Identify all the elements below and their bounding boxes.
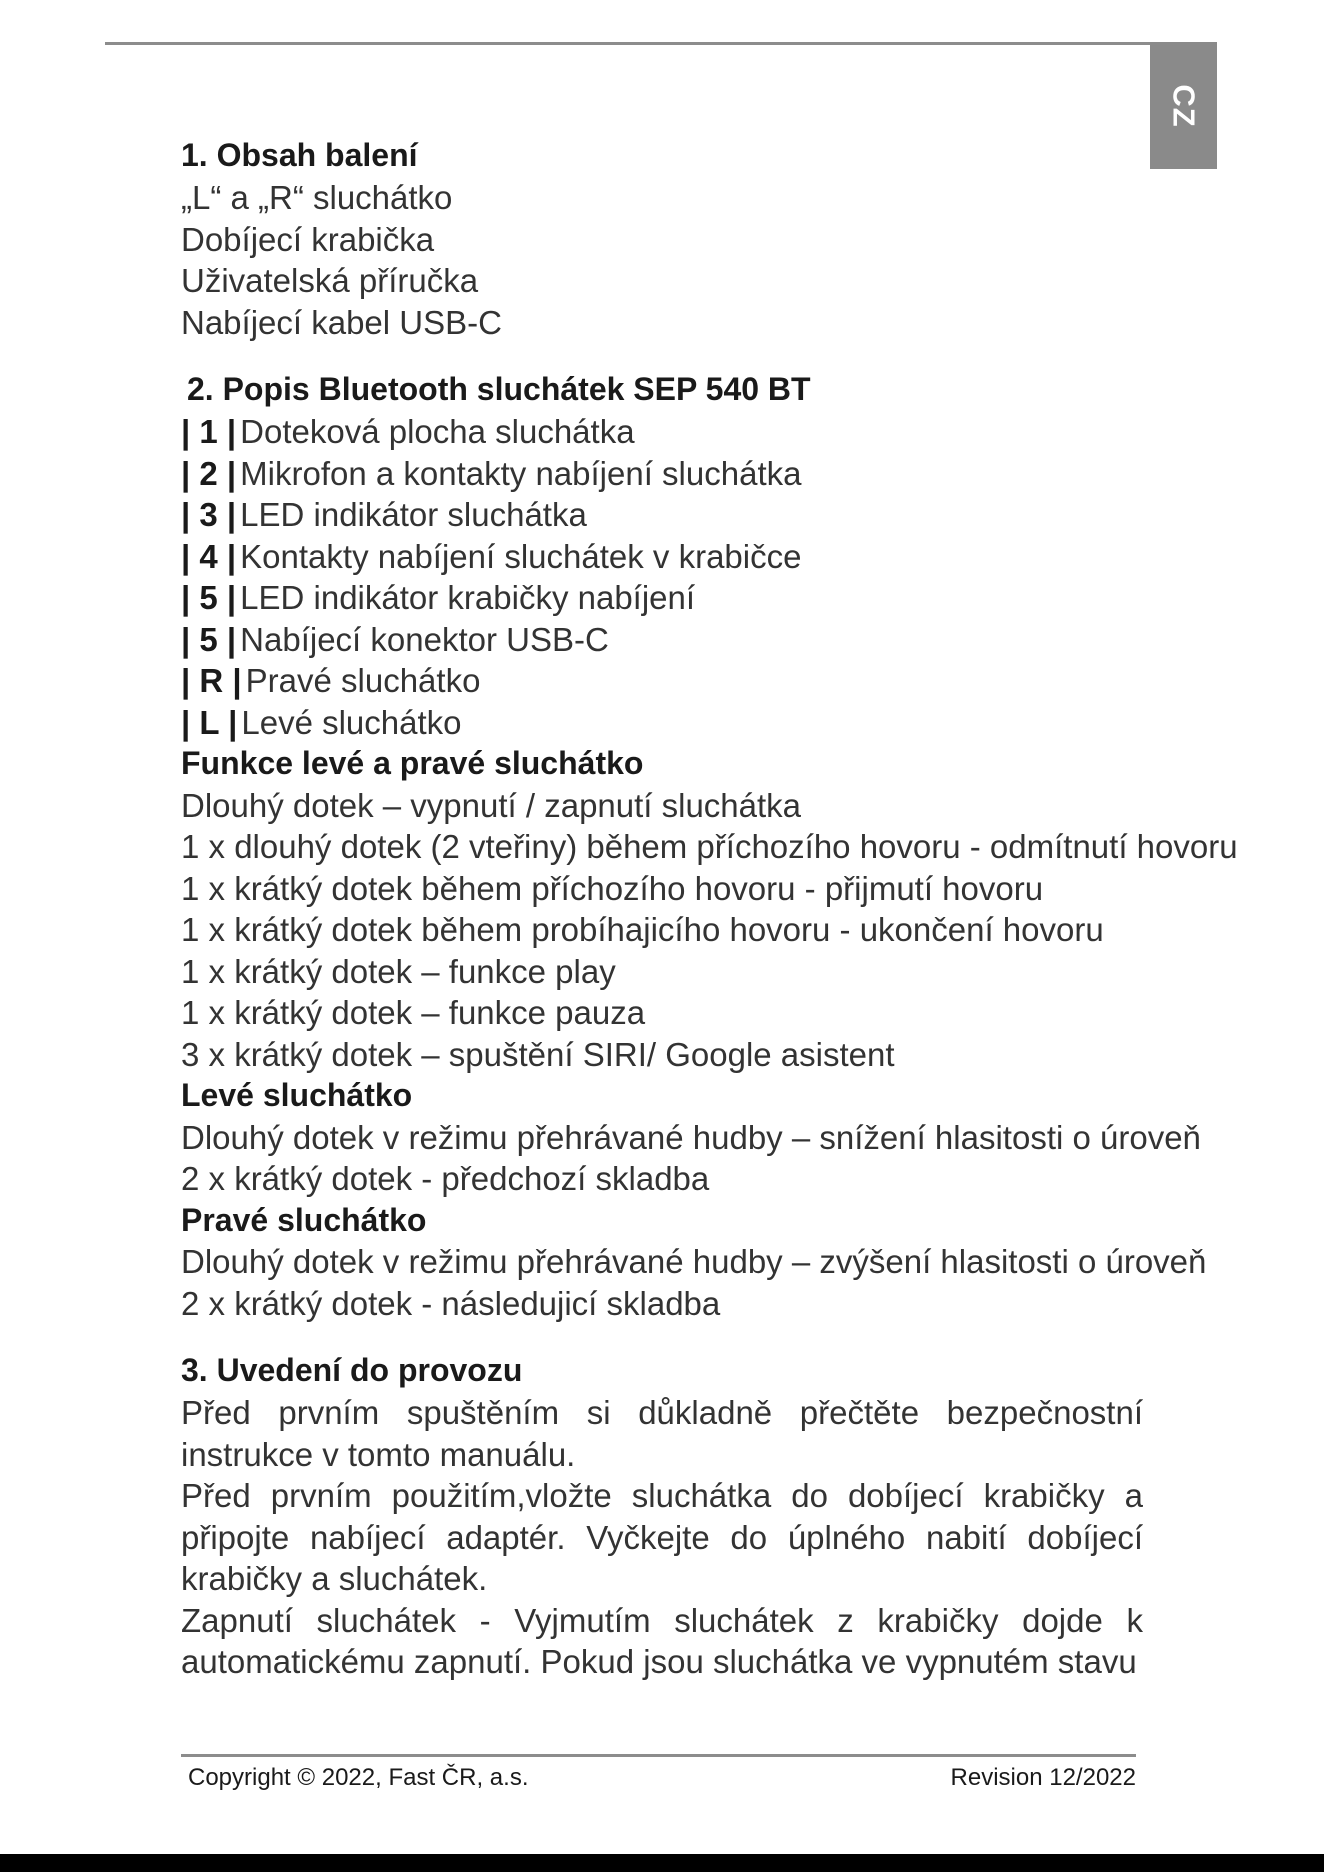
item-number: | R | <box>181 662 242 699</box>
parts-description-list <box>181 411 1143 743</box>
list-item <box>181 577 1143 619</box>
language-tab-label: CZ <box>1166 83 1202 128</box>
item-number: | 5 | <box>181 620 237 658</box>
bottom-border <box>0 1854 1324 1872</box>
copyright-text: Copyright © 2022, Fast ČR, a.s. <box>188 1764 529 1791</box>
item-number: | 2 | <box>181 454 237 492</box>
list-item <box>181 702 1143 744</box>
left-earbud-heading: Levé sluchátko <box>181 1077 413 1113</box>
list-item: „L“ a „R“ sluchátko <box>181 179 453 216</box>
list-item <box>181 411 1143 453</box>
item-text: Nabíjecí konektor USB-C <box>240 620 609 658</box>
revision-text: Revision 12/2022 <box>950 1764 1136 1791</box>
item-text: LED indikátor sluchátka <box>240 496 587 533</box>
list-item: Dlouhý dotek – vypnutí / zapnutí sluchátka <box>181 786 802 824</box>
top-rule <box>105 42 1217 45</box>
list-item: Uživatelská příručka <box>181 262 479 299</box>
list-item: 1 x krátký dotek během probíhajicího hovoru - ukončení hovoru <box>181 911 1104 948</box>
paragraph: Před prvním použitím,vložte sluchátka do dobíjecí krabičky a připojte nabíjecí adaptér. Vyčkejte do úplného nabití dobíjecí krabičky a sluchátek. <box>181 1477 1143 1597</box>
item-text: Doteková plocha sluchátka <box>240 413 635 450</box>
list-item: 3 x krátký dotek – spuštění SIRI/ Google asistent <box>181 1035 895 1073</box>
paragraph: Před prvním spuštěním si důkladně přečtěte bezpečnostní instrukce v tomto manuálu. <box>181 1394 1143 1473</box>
item-text: Levé sluchátko <box>241 703 462 741</box>
list-item: 2 x krátký dotek - následujicí skladba <box>181 1284 721 1322</box>
list-item: 2 x krátký dotek - předchozí skladba <box>181 1160 710 1197</box>
list-item: Dlouhý dotek v režimu přehrávané hudby – zvýšení hlasitosti o úroveň <box>181 1243 1207 1280</box>
list-item <box>181 494 1143 536</box>
item-number: | L | <box>181 703 238 741</box>
right-earbud-list <box>181 1241 1207 1324</box>
section-1-heading: 1. Obsah balení <box>181 137 418 173</box>
item-text: Mikrofon a kontakty nabíjení sluchátka <box>240 454 802 492</box>
package-contents-list <box>181 177 1143 343</box>
list-item: 1 x krátký dotek – funkce pauza <box>181 994 646 1031</box>
document-body <box>181 135 1238 1683</box>
list-item <box>181 453 1143 495</box>
functions-heading: Funkce levé a pravé sluchátko <box>181 745 644 781</box>
section-2-heading: 2. Popis Bluetooth sluchátek SEP 540 BT <box>187 371 811 407</box>
right-earbud-heading: Pravé sluchátko <box>181 1201 427 1238</box>
item-number: | 1 | <box>181 413 237 450</box>
list-item: 1 x krátký dotek během příchozího hovoru - přijmutí hovoru <box>181 869 1044 907</box>
setup-paragraphs <box>181 1392 1143 1683</box>
list-item: Dobíjecí krabička <box>181 220 435 258</box>
left-earbud-list <box>181 1117 1201 1200</box>
language-tab <box>1150 42 1217 169</box>
item-number: | 4 | <box>181 537 237 575</box>
list-item <box>181 619 1143 661</box>
list-item <box>181 660 1143 702</box>
list-item: 1 x dlouhý dotek (2 vteřiny) během příchozího hovoru - odmítnutí hovoru <box>181 828 1238 865</box>
item-text: LED indikátor krabičky nabíjení <box>240 579 696 616</box>
list-item <box>181 536 1143 578</box>
paragraph: Zapnutí sluchátek - Vyjmutím sluchátek z krabičky dojde k automatickému zapnutí. Pokud jsou sluchátka ve vypnutém stavu <box>181 1601 1143 1680</box>
section-3-heading: 3. Uvedení do provozu <box>181 1352 523 1388</box>
footer-rule <box>181 1754 1136 1757</box>
item-number: | 3 | <box>181 496 237 533</box>
item-text: Pravé sluchátko <box>245 662 481 699</box>
item-text: Kontakty nabíjení sluchátek v krabičce <box>240 537 802 575</box>
list-item: Nabíjecí kabel USB-C <box>181 303 502 341</box>
page-footer <box>188 1764 1136 1792</box>
functions-list <box>181 785 1238 1076</box>
list-item: 1 x krátký dotek – funkce play <box>181 952 616 990</box>
item-number: | 5 | <box>181 579 237 616</box>
list-item: Dlouhý dotek v režimu přehrávané hudby – snížení hlasitosti o úroveň <box>181 1118 1201 1156</box>
